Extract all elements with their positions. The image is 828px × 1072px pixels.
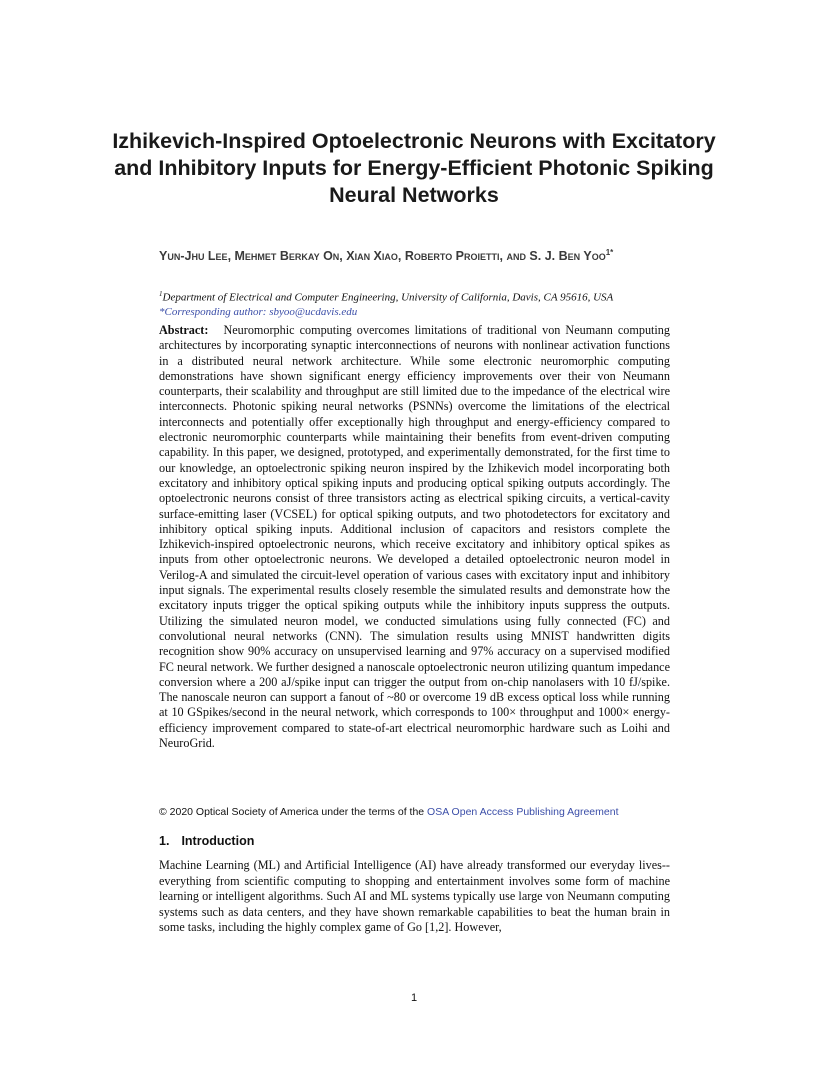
section-title: Introduction [181,834,255,848]
abstract-text: Neuromorphic computing overcomes limitations of traditional von Neumann computing architectures by incorporating synaptic interconnections of neurons with nonlinear activation functions in a distributed neural network architecture. While some electronic neuromorphic computing demonstrations have shown significant energy efficiency improvements over their von Neumann counterparts, their scalability and throughput are still limited due to the impedance of the electrical wire interconnects. Photonic spiking neural networks (PSNNs) overcome the limitations of the electrical interconnects and potentially offer exceptionally high throughput and energy-efficiency compared to electronic neuromorphic counterparts while maintaining their benefits from event-driven computing capability. In this paper, we designed, prototyped, and experimentally demonstrated, for the first time to our knowledge, an optoelectronic spiking neuron inspired by the Izhikevich model incorporating both excitatory and inhibitory optical spiking inputs and producing optical spiking outputs accordingly. The optoelectronic neurons consist of three transistors acting as electrical spiking circuits, a vertical-cavity surface-emitting laser (VCSEL) for optical spiking outputs, and two photodetectors for excitatory and inhibitory optical spiking inputs. Additional inclusion of capacitors and resistors complete the Izhikevich-inspired optoelectronic neurons, which receive excitatory and inhibitory optical spikes as inputs from other optoelectronic neurons. We developed a detailed optoelectronic neuron model in Verilog-A and simulated the circuit-level operation of various cases with excitatory input and inhibitory input signals. The experimental results closely resemble the simulated results and demonstrate how the excitatory inputs trigger the optical spiking outputs while the inhibitory inputs suppress the outputs. Utilizing the simulated neuron model, we conducted simulations using fully connected (FC) and convolutional neural networks (CNN). The simulation results using MNIST handwritten digits recognition show 90% accuracy on unsupervised learning and 97% accuracy on a supervised modified FC neural network. We further designed a nanoscale optoelectronic neuron utilizing quantum impedance conversion where a 200 aJ/spike input can trigger the output from on-chip nanolasers with 10 fJ/spike. The nanoscale neuron can support a fanout of ~80 or overcome 19 dB excess optical loss while running at 10 GSpikes/second in the neural network, which corresponds to 100× throughput and 1000× energy-efficiency improvement compared to state-of-art electrical neuromorphic hardware such as Loihi and NeuroGrid. [159,323,670,751]
copyright-notice [159,805,679,819]
license-link[interactable]: OSA Open Access Publishing Agreement [427,806,619,818]
page-number: 1 [410,992,418,1004]
author-names: Yun-Jhu Lee, Mehmet Berkay On, Xian Xiao, Roberto Proietti, and S. J. Ben Yoo [159,249,606,264]
paper-title: Izhikevich-Inspired Optoelectronic Neurons with Excitatory and Inhibitory Inputs for Energy-Efficient Photonic Spiking Neural Networks [112,129,716,207]
abstract [159,323,670,751]
introduction-paragraph: Machine Learning (ML) and Artificial Intelligence (AI) have already transformed our everyday lives--everything from scientific computing to shopping and entertainment involves some form of machine learning or intelligent algorithms. Such AI and ML systems typically use large von Neumann computing systems such as data centers, and they have shown remarkable capabilities to beat the human brain in some tasks, including the highly complex game of Go [1,2]. However, [159,858,670,934]
section-number: 1. [159,834,170,848]
abstract-label: Abstract: [159,323,209,337]
author-list [159,244,679,265]
affiliation-line [159,287,679,305]
affiliation-marker: 1 [159,290,163,298]
affiliation-block [159,287,679,319]
section-heading [159,834,254,848]
copyright-text: © 2020 Optical Society of America under the terms of the [159,806,425,818]
author-affiliation-marker: 1* [605,248,614,257]
affiliation-text: Department of Electrical and Computer Engineering, University of California, Davis, CA 95616, USA [162,291,614,304]
corresponding-author: *Corresponding author: sbyoo@ucdavis.edu [159,305,358,318]
